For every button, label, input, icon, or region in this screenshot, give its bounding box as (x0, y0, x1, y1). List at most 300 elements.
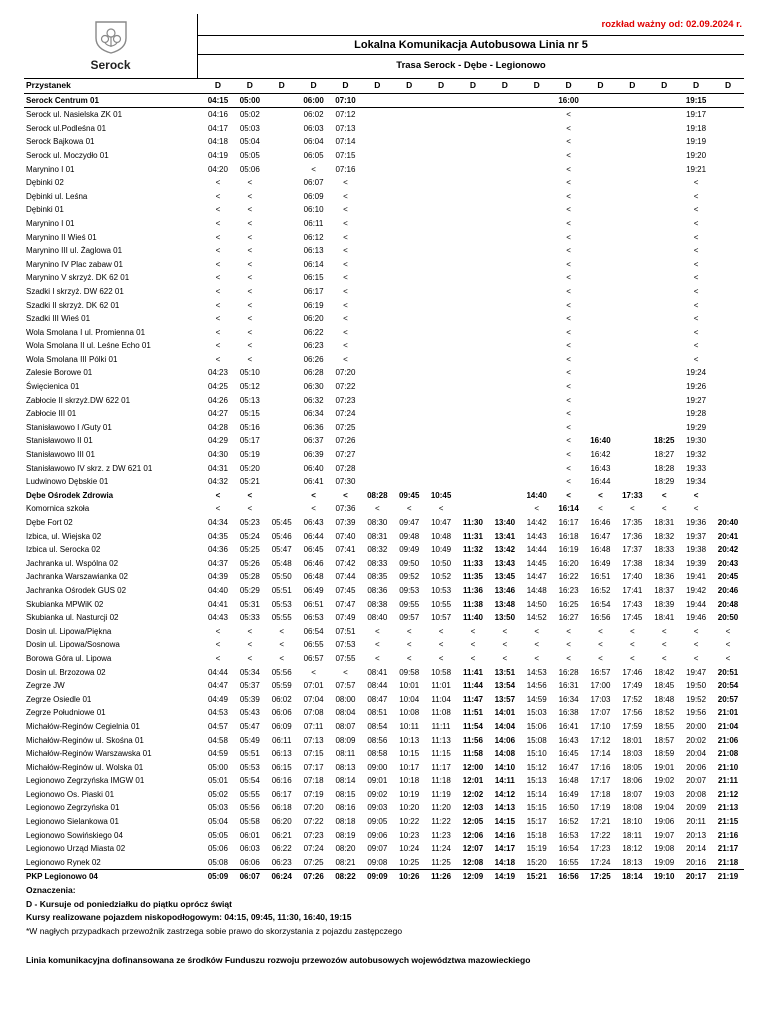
departure-time (457, 326, 489, 340)
stop-name: Izbica, ul. Wiejska 02 (26, 531, 102, 541)
departure-time: 08:21 (335, 857, 356, 867)
departure-time: 19:42 (686, 585, 707, 595)
departure-time: 08:38 (367, 599, 388, 609)
departure-time (266, 366, 298, 380)
departure-time (616, 149, 648, 163)
departure-time (648, 339, 680, 353)
departure-time (489, 231, 521, 245)
departure-time: < (566, 232, 571, 242)
departure-time: 05:20 (239, 463, 260, 473)
table-row (24, 652, 744, 666)
departure-time: 11:58 (462, 749, 483, 759)
departure-time: 09:08 (367, 857, 388, 867)
departure-time (712, 149, 744, 163)
departure-time (425, 299, 457, 313)
departure-time: 14:13 (494, 803, 516, 813)
stop-name: Serock ul. Nasielska ZK 01 (26, 110, 123, 120)
departure-time: 09:09 (361, 870, 393, 884)
table-row (24, 122, 744, 136)
departure-time (585, 135, 617, 149)
departure-time: < (247, 232, 253, 242)
departure-time: 04:28 (207, 422, 228, 432)
table-row (24, 407, 744, 421)
departure-time: < (566, 205, 571, 215)
table-row (24, 326, 744, 340)
departure-time: 18:27 (654, 450, 675, 460)
departure-time: 18:31 (654, 518, 675, 527)
departure-time: 07:19 (303, 789, 324, 799)
departure-time: < (566, 314, 571, 324)
departure-time: 05:43 (239, 708, 260, 718)
departure-time: 17:35 (622, 518, 643, 527)
departure-time: 05:05 (239, 150, 260, 160)
departure-time (457, 176, 489, 190)
departure-time: 09:53 (399, 585, 420, 595)
departure-time: < (279, 626, 285, 636)
departure-time (521, 135, 553, 149)
table-row (24, 516, 744, 530)
table-row (24, 176, 744, 190)
table-row (24, 734, 744, 748)
departure-time (457, 462, 489, 476)
departure-time (521, 217, 553, 231)
table-row (24, 502, 744, 516)
departure-time: < (502, 640, 508, 650)
stop-name: Borowa Góra ul. Lipowa (26, 653, 112, 663)
departure-time: 06:15 (303, 273, 324, 283)
stop-name: Skubianka ul. Nasturcji 02 (26, 613, 119, 623)
departure-time: 15:20 (526, 857, 547, 867)
departure-time (648, 163, 680, 177)
departure-time: < (629, 626, 635, 636)
departure-time (361, 462, 393, 476)
table-row (24, 421, 744, 435)
departure-time (712, 122, 744, 136)
departure-time: 20:40 (717, 518, 739, 527)
departure-time (616, 176, 648, 190)
stop-name: Święcienica 01 (26, 382, 80, 392)
departure-time (585, 149, 617, 163)
departure-time: 04:17 (207, 123, 228, 133)
departure-time: 16:43 (590, 463, 611, 473)
departure-time (457, 448, 489, 462)
replacement-note: *W nagłych przypadkach przewoźnik zastrzega sobie prawo do skorzystania z pojazdu zastępczego (26, 925, 403, 936)
departure-time: 20:16 (686, 857, 707, 867)
departure-time: 08:44 (367, 681, 388, 691)
departure-time: 08:20 (335, 844, 356, 854)
departure-time (266, 149, 298, 163)
departure-time: 17:19 (590, 803, 611, 813)
departure-time: 21:18 (717, 857, 739, 867)
departure-time: < (215, 273, 221, 283)
departure-time: 10:22 (399, 817, 420, 827)
departure-time: 07:26 (335, 436, 356, 446)
departure-time (393, 108, 425, 122)
departure-time: 06:57 (303, 653, 324, 663)
stop-name: Legionowo Rynek 02 (26, 857, 101, 867)
departure-time: < (470, 626, 476, 636)
departure-time (521, 149, 553, 163)
departure-time (266, 271, 298, 285)
departure-time: 19:37 (686, 531, 707, 541)
day-type-header: D (361, 79, 393, 93)
departure-time (266, 489, 298, 503)
departure-time (616, 394, 648, 408)
departure-time (361, 407, 393, 421)
departure-time: 04:49 (207, 694, 228, 704)
departure-time: 11:15 (431, 749, 451, 759)
departure-time: < (343, 273, 348, 283)
stop-name: Wola Smolana II ul. Leśne Echo 01 (26, 341, 151, 351)
departure-time: 06:13 (271, 749, 292, 759)
departure-time: 05:28 (239, 572, 260, 582)
departure-time: 10:04 (399, 694, 420, 704)
departure-time: 12:08 (462, 857, 484, 867)
stop-name: Legionowo Zegrzyńska 01 (26, 803, 120, 813)
departure-time (266, 285, 298, 299)
departure-time: 07:39 (335, 518, 356, 527)
departure-time (393, 312, 425, 326)
departure-time: 11:26 (425, 870, 457, 884)
departure-time: 06:07 (234, 870, 266, 884)
departure-time: < (598, 640, 603, 650)
table-row (24, 108, 744, 122)
departure-time: < (470, 653, 476, 663)
departure-time: 05:34 (239, 667, 260, 677)
departure-time: 05:12 (239, 382, 260, 392)
departure-time: 20:04 (686, 749, 707, 759)
departure-time: 06:22 (271, 844, 292, 854)
departure-time: 19:04 (654, 803, 675, 813)
departure-time: < (566, 653, 571, 663)
departure-time: 07:42 (335, 558, 356, 568)
departure-time (361, 271, 393, 285)
departure-time (489, 339, 521, 353)
departure-time (521, 448, 553, 462)
departure-time: 05:24 (239, 531, 260, 541)
departure-time: 15:10 (526, 749, 547, 759)
departure-time: < (374, 626, 380, 636)
departure-time: 08:35 (367, 572, 388, 582)
stop-name: Zalesie Borowe 01 (26, 368, 93, 378)
departure-time: 11:08 (431, 708, 451, 718)
departure-time: 04:15 (202, 93, 234, 108)
departure-time: 13:43 (494, 558, 516, 568)
departure-time: 14:59 (526, 694, 547, 704)
departure-time: 17:10 (590, 721, 611, 731)
departure-time: < (693, 640, 699, 650)
table-row (24, 285, 744, 299)
departure-time: 20:17 (680, 870, 712, 884)
departure-time: 06:53 (303, 613, 324, 623)
departure-time: 15:19 (526, 844, 547, 854)
departure-time: < (247, 178, 253, 188)
departure-time (361, 434, 393, 448)
departure-time: 18:42 (654, 667, 675, 677)
departure-time: 08:18 (335, 817, 356, 827)
departure-time: 08:19 (335, 830, 356, 840)
departure-time (521, 93, 553, 108)
stop-name: Marynino IV Plac zabaw 01 (26, 259, 123, 269)
departure-time (393, 149, 425, 163)
departure-time: 11:35 (462, 572, 483, 582)
departure-time: 05:53 (271, 599, 292, 609)
departure-time (425, 407, 457, 421)
departure-time: 15:13 (526, 776, 547, 786)
table-row (24, 244, 744, 258)
departure-time: 04:16 (207, 110, 228, 120)
day-type-header: D (616, 79, 648, 93)
departure-time: < (343, 354, 348, 364)
departure-time (361, 190, 393, 204)
departure-time: 08:58 (367, 749, 388, 759)
departure-time: < (215, 191, 221, 201)
departure-time (457, 407, 489, 421)
departure-time: 05:55 (239, 789, 260, 799)
departure-time: < (343, 232, 348, 242)
departure-time: 07:25 (335, 422, 356, 432)
departure-time: 14:15 (494, 817, 516, 827)
departure-time: 04:35 (207, 531, 228, 541)
departure-time: < (215, 178, 221, 188)
departure-time: 16:56 (590, 613, 611, 623)
departure-time: 17:23 (590, 844, 611, 854)
departure-time: 04:27 (207, 409, 228, 419)
departure-time: 20:07 (686, 776, 707, 786)
departure-time: < (629, 653, 635, 663)
table-row (24, 625, 744, 639)
departure-time: < (279, 640, 285, 650)
departure-time: 07:25 (303, 857, 324, 867)
departure-time: < (693, 286, 699, 296)
day-type-header: D (521, 79, 553, 93)
departure-time: 20:48 (717, 599, 739, 609)
departure-time: < (311, 164, 316, 174)
departure-time: < (502, 626, 508, 636)
departure-time: 17:14 (590, 749, 611, 759)
departure-time: 19:52 (686, 694, 707, 704)
departure-time (521, 299, 553, 313)
departure-time: 05:31 (239, 599, 260, 609)
departure-time: 19:06 (654, 817, 675, 827)
departure-time: 20:46 (717, 585, 739, 595)
departure-time: < (406, 653, 412, 663)
departure-time: 06:22 (303, 327, 324, 337)
departure-time: < (566, 626, 571, 636)
departure-time (648, 271, 680, 285)
departure-time (489, 421, 521, 435)
departure-time (361, 163, 393, 177)
departure-time: < (693, 218, 699, 228)
departure-time (489, 190, 521, 204)
departure-time (616, 122, 648, 136)
departure-time: 20:45 (717, 572, 739, 582)
departure-time (425, 353, 457, 367)
departure-time (266, 244, 298, 258)
stop-name: Marynino I 01 (26, 218, 75, 228)
departure-time: 18:25 (653, 436, 675, 446)
stop-name: Dębinki 01 (26, 205, 64, 215)
departure-time (266, 190, 298, 204)
departure-time (616, 366, 648, 380)
departure-time: < (566, 409, 571, 419)
departure-time: 14:43 (526, 531, 547, 541)
departure-time: 10:24 (399, 844, 420, 854)
departure-time: 09:49 (399, 545, 420, 555)
departure-time: 17:12 (590, 735, 611, 745)
departure-time (266, 231, 298, 245)
departure-time: 09:52 (399, 572, 420, 582)
departure-time: 16:47 (590, 531, 611, 541)
departure-time (616, 108, 648, 122)
departure-time: 06:23 (271, 857, 292, 867)
departure-time (425, 380, 457, 394)
departure-time: 06:02 (271, 694, 292, 704)
departure-time: 14:53 (526, 667, 547, 677)
timetable-sheet (24, 14, 744, 884)
departure-time: < (566, 477, 571, 487)
departure-time: 12:09 (457, 870, 489, 884)
departure-time (457, 231, 489, 245)
departure-time: 07:15 (303, 749, 324, 759)
departure-time (457, 135, 489, 149)
departure-time: 11:23 (431, 830, 451, 840)
departure-time: 19:29 (686, 422, 707, 432)
departure-time: < (566, 164, 571, 174)
departure-time: 05:46 (271, 531, 292, 541)
table-row (24, 489, 744, 503)
departure-time (616, 353, 648, 367)
departure-time: < (343, 341, 348, 351)
departure-time (361, 339, 393, 353)
departure-time: < (343, 205, 348, 215)
departure-time (585, 122, 617, 136)
departure-time: 20:41 (717, 531, 739, 541)
departure-time: 21:01 (717, 708, 739, 718)
departure-time (648, 108, 680, 122)
departure-time: 08:22 (330, 870, 362, 884)
departure-time (425, 394, 457, 408)
stop-name: Dosin ul. Lipowa/Sosnowa (26, 640, 120, 650)
departure-time: 06:10 (303, 205, 324, 215)
departure-time (266, 122, 298, 136)
departure-time: 18:05 (622, 762, 643, 772)
departure-time: 13:50 (494, 613, 516, 623)
departure-time (393, 163, 425, 177)
departure-time: < (661, 626, 667, 636)
table-row (24, 543, 744, 557)
departure-time (425, 190, 457, 204)
departure-time (457, 312, 489, 326)
departure-time: < (215, 354, 221, 364)
stop-name: Legionowo Sowińskiego 04 (26, 830, 123, 840)
departure-time: < (661, 653, 667, 663)
departure-time (712, 421, 744, 435)
departure-time: 18:52 (654, 708, 675, 718)
departure-time: 08:14 (335, 776, 356, 786)
departure-time: < (693, 341, 699, 351)
departure-time: 09:58 (399, 667, 420, 677)
departure-time (361, 122, 393, 136)
departure-time: < (598, 490, 603, 500)
stop-name: Jachranka Warszawianka 02 (26, 572, 128, 582)
departure-time: 07:51 (335, 626, 356, 636)
departure-time: < (629, 640, 635, 650)
departure-time: 19:32 (686, 450, 707, 460)
departure-time: 14:04 (494, 721, 516, 731)
stop-name: Zabłocie III 01 (26, 409, 77, 419)
departure-time (266, 326, 298, 340)
departure-time (266, 475, 298, 489)
departure-time: 16:45 (558, 749, 579, 759)
departure-time: 06:21 (271, 830, 292, 840)
day-type-header: D (393, 79, 425, 93)
departure-time: 06:05 (303, 150, 324, 160)
departure-time: 06:20 (303, 314, 324, 324)
departure-time (361, 203, 393, 217)
departure-time (585, 394, 617, 408)
departure-time: 18:32 (654, 531, 675, 541)
departure-time: < (374, 504, 380, 514)
departure-time: < (693, 246, 699, 256)
departure-time: 20:00 (686, 721, 707, 731)
departure-time (393, 258, 425, 272)
departure-time (616, 380, 648, 394)
departure-time (457, 285, 489, 299)
table-row (24, 611, 744, 625)
departure-time (648, 394, 680, 408)
departure-time: < (247, 640, 253, 650)
departure-time: 05:04 (207, 817, 228, 827)
departure-time (616, 258, 648, 272)
table-row (24, 570, 744, 584)
departure-time (712, 394, 744, 408)
departure-time (393, 203, 425, 217)
departure-time (521, 258, 553, 272)
departure-time: 06:20 (271, 817, 292, 827)
departure-time: 04:41 (207, 599, 228, 609)
departure-time: 16:48 (590, 545, 611, 555)
departure-time: 14:42 (526, 518, 547, 527)
departure-time: 18:41 (654, 613, 675, 623)
departure-time (585, 163, 617, 177)
stop-name: Szadki I skrzyż. DW 622 01 (26, 286, 124, 296)
departure-time: 16:20 (558, 558, 579, 568)
departure-time: < (215, 205, 221, 215)
departure-time (266, 448, 298, 462)
departure-time: 07:49 (335, 613, 356, 623)
departure-time (648, 312, 680, 326)
departure-time: 04:43 (207, 613, 228, 623)
departure-time: < (247, 327, 253, 337)
departure-time: 11:36 (462, 585, 483, 595)
table-row (24, 271, 744, 285)
departure-time: 13:51 (494, 667, 516, 677)
departure-time (585, 326, 617, 340)
departure-time: 11:32 (462, 545, 483, 555)
departure-time: 15:15 (526, 803, 547, 813)
departure-time (616, 190, 648, 204)
stop-name: Dębe Fort 02 (26, 518, 73, 527)
departure-time: 18:14 (616, 870, 648, 884)
departure-time (585, 380, 617, 394)
day-type-header: D (266, 79, 298, 93)
departure-time (457, 366, 489, 380)
departure-time: < (566, 110, 571, 120)
departure-time (616, 163, 648, 177)
departure-time (521, 312, 553, 326)
header (24, 14, 744, 79)
